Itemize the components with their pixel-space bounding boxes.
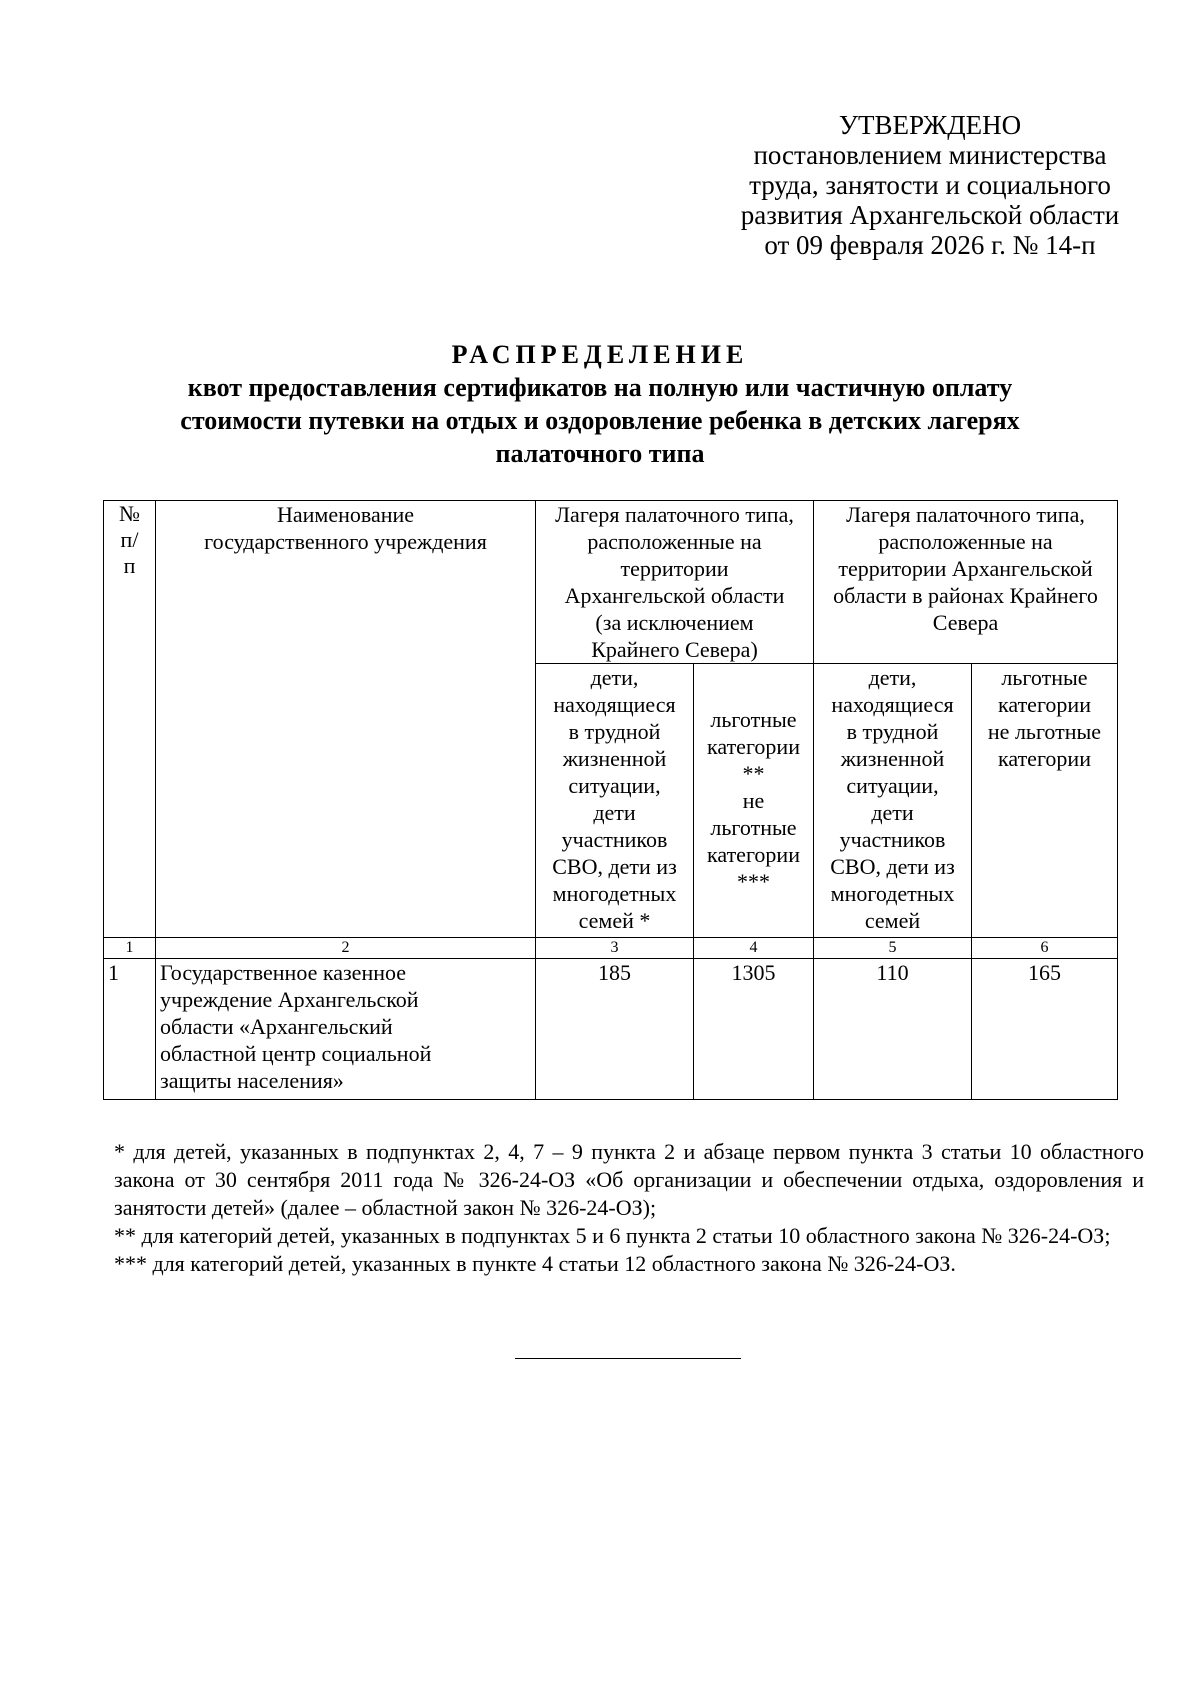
header-group-far-north xyxy=(814,501,1118,664)
row-value-col5: 110 xyxy=(814,959,972,1100)
header-num xyxy=(104,501,156,938)
name-line: учреждение Архангельской xyxy=(160,987,419,1012)
header-line: СВО, дети из xyxy=(830,854,955,879)
header-line: дети xyxy=(871,800,914,825)
header-line: льготные xyxy=(710,707,797,732)
header-line: семей xyxy=(864,908,921,933)
header-line: ** xyxy=(742,761,765,786)
header-line: участников xyxy=(561,827,668,852)
name-line: защиты населения» xyxy=(160,1068,344,1093)
header-line: не льготные xyxy=(987,719,1102,744)
end-divider xyxy=(515,1358,741,1359)
row-value-col4: 1305 xyxy=(694,959,814,1100)
footnote-1: * для детей, указанных в подпунктах 2, 4, 7 – 9 пункта 2 и абзаце первом пункта 3 статьи 10 областного закона от 30 сентября 2011 года № 326-24-ОЗ «Об организации и обеспечении отдыха, оздоровления и занятости детей» (далее – областной закон № 326-24-ОЗ); xyxy=(114,1139,1144,1220)
header-num-line: п xyxy=(123,553,136,578)
title-line: квот предоставления сертификатов на полную или частичную оплату xyxy=(187,373,1013,402)
subheader-col6 xyxy=(972,664,1118,938)
header-line: Лагеря палаточного типа, xyxy=(846,502,1085,527)
header-line: (за исключением xyxy=(595,610,754,635)
header-line: категории xyxy=(998,692,1091,717)
header-line: в трудной xyxy=(846,719,939,744)
header-line: Лагеря палаточного типа, xyxy=(555,502,794,527)
header-line: СВО, дети из xyxy=(552,854,677,879)
header-line: дети, xyxy=(590,665,639,690)
header-line: многодетных xyxy=(552,881,677,906)
header-line: многодетных xyxy=(830,881,955,906)
title-heading: РАСПРЕДЕЛЕНИЕ xyxy=(451,340,749,369)
header-name-line: государственного учреждения xyxy=(204,529,487,554)
column-number: 2 xyxy=(156,938,536,959)
approval-line: УТВЕРЖДЕНО xyxy=(838,110,1022,140)
header-line: Архангельской области xyxy=(564,583,785,608)
header-line: ситуации, xyxy=(846,773,939,798)
title-line: стоимости путевки на отдых и оздоровление ребенка в детских лагерях xyxy=(180,406,1020,435)
row-num: 1 xyxy=(104,959,156,1100)
header-line: льготные xyxy=(710,815,797,840)
column-number-row xyxy=(104,938,1118,959)
header-group-outside-north xyxy=(536,501,814,664)
header-line: ситуации, xyxy=(568,773,661,798)
header-line: жизненной xyxy=(840,746,945,771)
name-line: области «Архангельский xyxy=(160,1014,393,1039)
header-line: Крайнего Севера) xyxy=(591,637,758,662)
header-line: дети xyxy=(593,800,636,825)
table-header-row xyxy=(104,501,1118,664)
approval-line: труда, занятости и социального xyxy=(749,170,1111,200)
header-line: области в районах Крайнего xyxy=(833,583,1098,608)
header-line: расположенные на xyxy=(878,529,1053,554)
header-name-line: Наименование xyxy=(276,502,415,527)
header-num-line: п/ xyxy=(120,527,139,552)
header-line: категории xyxy=(998,746,1091,771)
row-institution-name xyxy=(156,959,536,1100)
header-name xyxy=(156,501,536,938)
column-number: 4 xyxy=(694,938,814,959)
header-line: Севера xyxy=(932,610,999,635)
header-line: находящиеся xyxy=(831,692,954,717)
subheader-col4 xyxy=(694,664,814,938)
footnote-2: ** для категорий детей, указанных в подпунктах 5 и 6 пункта 2 статьи 10 областного закона № 326-24-ОЗ; xyxy=(114,1223,1111,1248)
header-num-line: № xyxy=(119,501,140,526)
header-line: находящиеся xyxy=(553,692,676,717)
table-row xyxy=(104,959,1118,1100)
header-line: в трудной xyxy=(568,719,661,744)
header-line: категории xyxy=(707,842,800,867)
column-number: 1 xyxy=(104,938,156,959)
approval-block xyxy=(700,110,1160,260)
header-line: дети, xyxy=(868,665,917,690)
header-line: жизненной xyxy=(562,746,667,771)
footnote-3: *** для категорий детей, указанных в пункте 4 статьи 12 областного закона № 326-24-ОЗ. xyxy=(114,1251,956,1276)
name-line: областной центр социальной xyxy=(160,1041,432,1066)
header-line: льготные xyxy=(1001,665,1088,690)
document-title xyxy=(100,338,1100,470)
approval-line: развития Архангельской области xyxy=(740,200,1120,230)
subheader-col3 xyxy=(536,664,694,938)
column-number: 6 xyxy=(972,938,1118,959)
column-number: 5 xyxy=(814,938,972,959)
footnotes xyxy=(114,1138,1144,1278)
header-line: семей * xyxy=(578,908,651,933)
name-line: Государственное казенное xyxy=(160,960,407,985)
header-line: расположенные на xyxy=(587,529,762,554)
header-line: территории Архангельской xyxy=(838,556,1093,581)
row-value-col6: 165 xyxy=(972,959,1118,1100)
quota-table xyxy=(103,500,1118,1100)
header-line: *** xyxy=(737,869,770,894)
header-line: участников xyxy=(839,827,946,852)
title-line: палаточного типа xyxy=(495,439,705,468)
header-line: категории xyxy=(707,734,800,759)
row-value-col3: 185 xyxy=(536,959,694,1100)
approval-line: от 09 февраля 2026 г. № 14-п xyxy=(764,230,1096,260)
header-line: территории xyxy=(620,556,729,581)
subheader-col5 xyxy=(814,664,972,938)
approval-line: постановлением министерства xyxy=(753,140,1107,170)
header-line: не xyxy=(742,788,765,813)
column-number: 3 xyxy=(536,938,694,959)
